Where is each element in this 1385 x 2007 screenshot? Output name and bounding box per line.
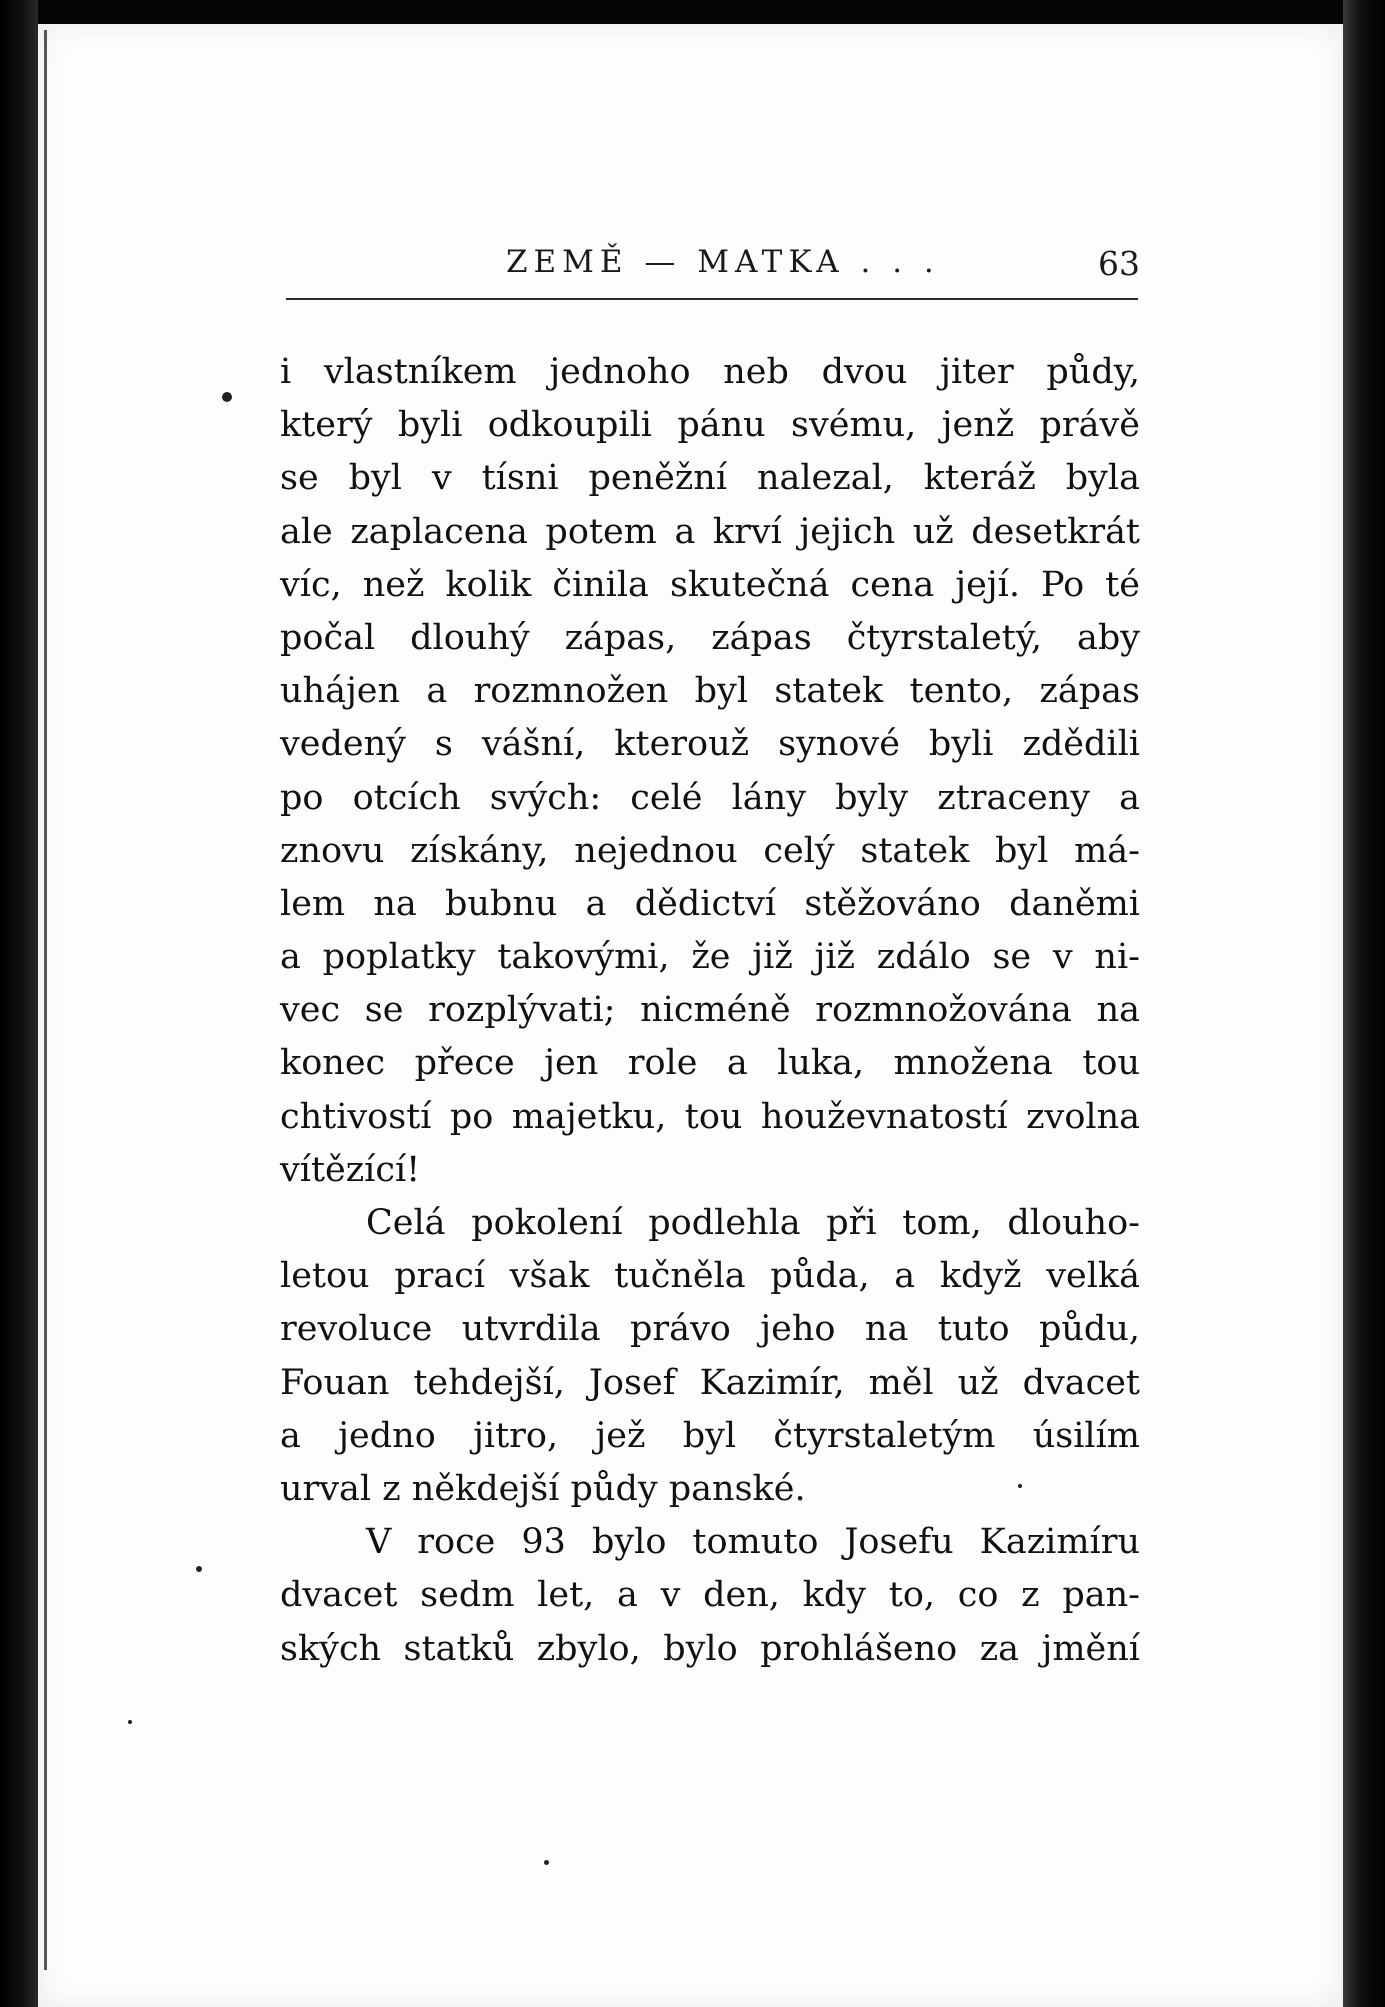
binding-line <box>44 30 47 1970</box>
text-line: revoluce utvrdila právo jeho na tuto půdu, <box>280 1309 1140 1350</box>
scan-speck <box>222 392 232 402</box>
text-line: i vlastníkem jednoho neb dvou jiter půdy, <box>280 352 1140 392</box>
text-line: a jedno jitro, jež byl čtyrstaletým úsilím <box>280 1415 1140 1456</box>
scan-left-margin <box>0 0 38 2007</box>
text-line: se byl v tísni peněžní nalezal, kteráž byla <box>280 458 1140 499</box>
text-line: chtivostí po majetku, tou houževnatostí zvolna <box>280 1096 1140 1137</box>
text-line: dvacet sedm let, a v den, kdy to, co z pan- <box>280 1575 1140 1616</box>
text-line: a poplatky takovými, že již již zdálo se v ni- <box>280 937 1140 978</box>
page-number: 63 <box>1098 244 1140 283</box>
text-line: vítězící! <box>280 1149 421 1190</box>
text-line: znovu získány, nejednou celý statek byl má- <box>280 830 1140 871</box>
scan-right-margin <box>1343 0 1385 2007</box>
text-line: vedený s vášní, kterouž synové byli zdědili <box>280 724 1140 765</box>
text-line: V roce 93 bylo tomuto Josefu Kazimíru <box>366 1522 1140 1563</box>
header-rule <box>286 298 1138 300</box>
scan-speck <box>196 1566 202 1572</box>
body-text <box>280 346 1140 1676</box>
text-line: vec se rozplývati; nicméně rozmnožována na <box>280 990 1140 1031</box>
scan-speck <box>128 1720 132 1724</box>
text-line: Fouan tehdejší, Josef Kazimír, měl už dvacet <box>280 1362 1140 1403</box>
text-line: ských statků zbylo, bylo prohlášeno za jmění <box>280 1628 1140 1669</box>
scan-speck <box>1018 1484 1022 1488</box>
scan-top-edge <box>0 0 1385 24</box>
text-line: počal dlouhý zápas, zápas čtyrstaletý, aby <box>280 617 1140 658</box>
text-line: po otcích svých: celé lány byly ztraceny a <box>280 777 1140 818</box>
text-line: urval z někdejší půdy panské. <box>280 1468 806 1509</box>
text-line: konec přece jen role a luka, množena tou <box>280 1043 1140 1084</box>
text-line: víc, než kolik činila skutečná cena její. Po té <box>280 564 1140 605</box>
scan-speck <box>544 1860 549 1865</box>
text-line: který byli odkoupili pánu svému, jenž právě <box>280 405 1140 446</box>
text-line: uhájen a rozmnožen byl statek tento, zápas <box>280 671 1140 712</box>
page-header <box>282 238 1140 288</box>
text-line: letou prací však tučněla půda, a když velká <box>280 1256 1140 1297</box>
text-line: lem na bubnu a dědictví stěžováno daněmi <box>280 883 1140 924</box>
text-line: Celá pokolení podlehla při tom, dlouho- <box>366 1203 1140 1243</box>
text-line: ale zaplacena potem a krví jejich už desetkrát <box>280 511 1140 552</box>
running-title: ZEMĚ — MATKA . . . <box>506 244 940 280</box>
